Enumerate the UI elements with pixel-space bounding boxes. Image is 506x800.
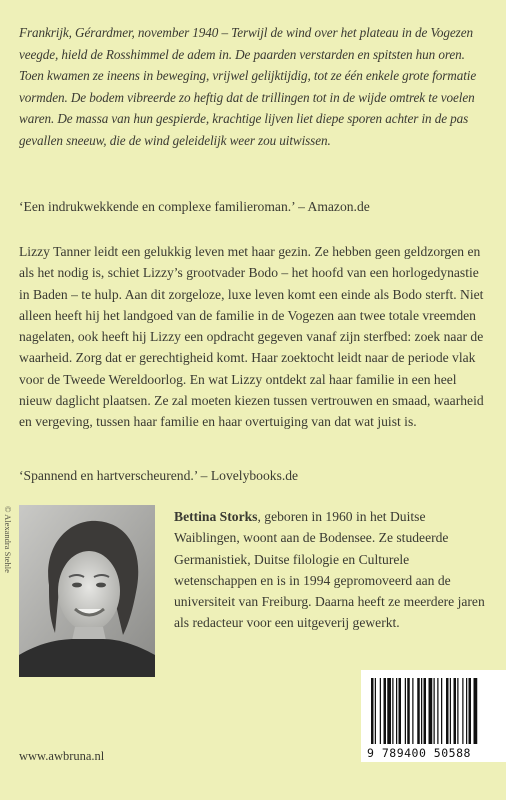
- author-photo: [19, 505, 155, 677]
- barcode-bar: [417, 678, 420, 744]
- photo-credit-text: © Alexandra Stehle: [3, 506, 13, 573]
- barcode-bar: [466, 678, 467, 744]
- barcode-bar: [380, 678, 381, 744]
- intro-excerpt: Frankrijk, Gérardmer, november 1940 – Terwijl de wind over het plateau in de Vogezen veegde, hield de Rosshimmel de adem in. De paarden verstarden en spitsten hun oren. Toen kwamen ze ineens in beweging, vrijwel gelijktijdig, tot ze één enkele grote formatie vormden. De bodem vibreerde zo heftig dat de trillingen tot in de wijde omtrek te voelen waren. De massa van hun gespierde, krachtige lijven liet diepe sporen achter in de pas gevallen sneeuw, die de wind geleidelijk weer zou uitwissen.: [19, 25, 477, 148]
- barcode-bar: [412, 678, 413, 744]
- barcode-bar: [371, 678, 374, 744]
- barcode-bar: [424, 678, 427, 744]
- author-bio: [174, 506, 490, 634]
- barcode-bar: [450, 678, 451, 744]
- barcode-bar: [462, 678, 463, 744]
- barcode-bar: [457, 678, 458, 744]
- barcode-bar: [469, 678, 472, 744]
- isbn-barcode: [361, 670, 506, 762]
- blurb-text: Lizzy Tanner leidt een gelukkig leven met haar gezin. Ze hebben geen geldzorgen en als het nodig is, schiet Lizzy’s grootvader Bodo – het hoofd van een horlogedynastie in Baden – te hulp. Aan dit zorgeloze, luxe leven komt een einde als Bodo sterft. Niet alleen heeft hij het landgoed van de familie in de Vogezen aan twee totale vreemden nagelaten, ook heeft hij Lizzy een opdracht gegeven vanaf zijn sterfbed: zoek naar de waarheid. Zorg dat er gerechtigheid komt. Haar zoektocht leidt naar de periode vlak voor de Tweede Wereldoorlog. En wat Lizzy ontdekt zal haar familie in een heel nieuw daglicht plaatsen. Ze zal moeten kiezen tussen vertrouwen en smaad, waarheid en vergeving, tussen haar familie en haar overtuiging van dat wat juist is.: [19, 244, 484, 430]
- barcode-bar: [421, 678, 422, 744]
- isbn-number: 9 789400 50588: [367, 746, 471, 760]
- barcode-bar: [384, 678, 387, 744]
- barcode-bar: [474, 678, 478, 744]
- publisher-website: www.awbruna.nl: [19, 749, 105, 763]
- barcode-bar: [392, 678, 393, 744]
- barcode-bar: [429, 678, 433, 744]
- photo-credit: [3, 506, 15, 621]
- barcode-bar: [434, 678, 435, 744]
- barcode-bar: [399, 678, 402, 744]
- barcode-bar: [407, 678, 410, 744]
- review-quote-amazon: ‘Een indrukwekkende en complexe familieroman.’ – Amazon.de: [19, 199, 370, 214]
- barcode-bar: [387, 678, 391, 744]
- review-quote-lovelybooks: ‘Spannend en hartverscheurend.’ – Lovelybooks.de: [19, 468, 299, 483]
- barcode-bar: [446, 678, 449, 744]
- author-portrait-image: [19, 505, 155, 677]
- author-bio-text: , geboren in 1960 in het Duitse Waiblingen, woont aan de Bodensee. Ze studeerde Germanistiek, Duitse filologie en Culturele wetenschappen en is in 1994 gepromoveerd aan de universiteit van Freiburg. Daarna heeft ze meerdere jaren als redacteur voor een uitgeverij gewerkt.: [174, 509, 485, 631]
- barcode-bar: [454, 678, 457, 744]
- barcode-bar: [441, 678, 442, 744]
- barcode-bar: [405, 678, 406, 744]
- barcode-bar: [437, 678, 438, 744]
- author-name: Bettina Storks: [174, 509, 258, 524]
- barcode-bar: [396, 678, 397, 744]
- barcode-bar: [375, 678, 376, 744]
